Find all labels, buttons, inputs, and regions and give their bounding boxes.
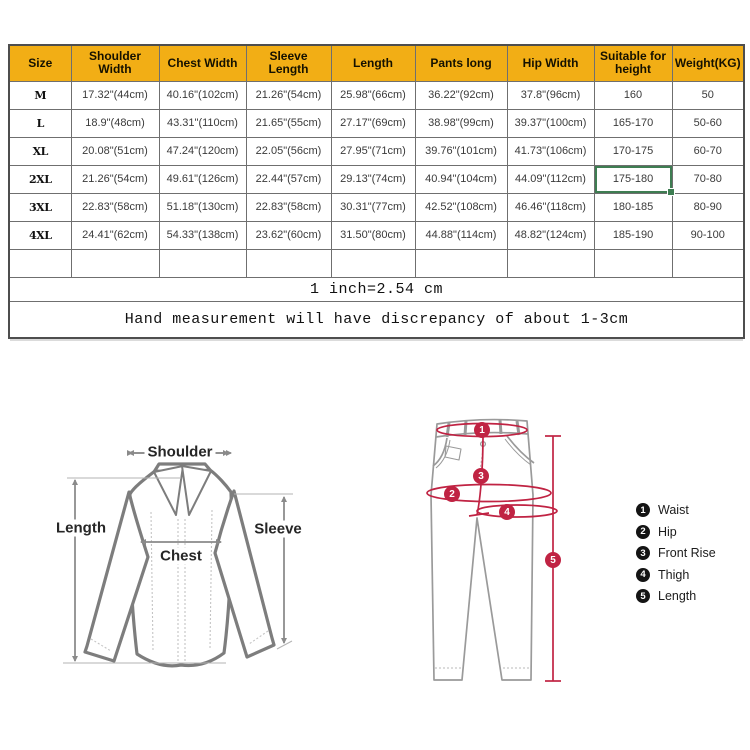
cell: 36.22"(92cm) [415,81,507,109]
chest-label: Chest [157,548,205,565]
header-size: Size [9,45,71,81]
legend-item-length [636,589,716,603]
header-chest-width: Chest Width [159,45,246,81]
cell: 27.95"(71cm) [331,137,415,165]
legend-label: Length [658,589,697,603]
cell: 21.26"(54cm) [71,165,159,193]
legend-item-hip [636,525,716,539]
legend-label: Thigh [658,567,690,582]
cell: 48.82"(124cm) [507,221,594,249]
inch-conversion-note: 1 inch=2.54 cm [9,277,744,301]
cell: 51.18"(130cm) [159,193,246,221]
cell: 38.98"(99cm) [415,109,507,137]
front-rise-marker-badge: 3 [473,468,489,484]
cell: 23.62"(60cm) [246,221,331,249]
length-label: Length [53,520,109,537]
cell: 44.88"(114cm) [415,221,507,249]
cell: 18.9"(48cm) [71,109,159,137]
legend-5-icon: 5 [636,589,650,603]
pants-legend [636,503,716,611]
cell: 17.32"(44cm) [71,81,159,109]
cell: 40.94"(104cm) [415,165,507,193]
cell: 41.73"(106cm) [507,137,594,165]
cell: 54.33"(138cm) [159,221,246,249]
size-cell: 2XL [9,165,71,193]
cell: 170-175 [594,137,672,165]
legend-3-icon: 3 [636,546,650,560]
cell: 39.76"(101cm) [415,137,507,165]
cell: 25.98"(66cm) [331,81,415,109]
legend-label: Hip [658,524,677,539]
legend-2-icon: 2 [636,525,650,539]
header-sleeve-length: Sleeve Length [246,45,331,81]
size-cell: XL [9,137,71,165]
sleeve-label: Sleeve [251,521,305,538]
hip-marker-badge: 2 [444,486,460,502]
cell: 29.13"(74cm) [331,165,415,193]
legend-item-waist [636,503,716,517]
legend-item-thigh [636,568,716,582]
cell: 20.08"(51cm) [71,137,159,165]
cell: 21.65"(55cm) [246,109,331,137]
cell: 80-90 [672,193,744,221]
cell: 42.52"(108cm) [415,193,507,221]
cell: 22.83"(58cm) [246,193,331,221]
header-pants-long: Pants long [415,45,507,81]
cell: 185-190 [594,221,672,249]
shoulder-label: Shoulder [144,444,215,461]
header-hip-width: Hip Width [507,45,594,81]
cell: 21.26"(54cm) [246,81,331,109]
cell: 27.17"(69cm) [331,109,415,137]
cell: 30.31"(77cm) [331,193,415,221]
cell: 50 [672,81,744,109]
cell: 43.31"(110cm) [159,109,246,137]
cell: 60-70 [672,137,744,165]
waist-marker-badge: 1 [474,422,490,438]
cell: 31.50"(80cm) [331,221,415,249]
cell: 39.37"(100cm) [507,109,594,137]
cell: 49.61"(126cm) [159,165,246,193]
cell: 44.09"(112cm) [507,165,594,193]
size-cell: L [9,109,71,137]
header-suitable-height: Suitable for height [594,45,672,81]
hand-measurement-note: Hand measurement will have discrepancy of about 1-3cm [9,301,744,338]
cell: 165-170 [594,109,672,137]
size-cell: 4XL [9,221,71,249]
legend-label: Front Rise [658,546,716,560]
cell: 160 [594,81,672,109]
cell: 22.05"(56cm) [246,137,331,165]
legend-label: Waist [658,503,689,517]
size-cell: M [9,81,71,109]
cell: 70-80 [672,165,744,193]
cell: 22.44"(57cm) [246,165,331,193]
legend-1-icon: 1 [636,503,650,517]
selected-cell[interactable]: 175-180 [594,165,672,193]
cell: 22.83"(58cm) [71,193,159,221]
cell: 47.24"(120cm) [159,137,246,165]
cell: 50-60 [672,109,744,137]
header-weight: Weight(KG) [672,45,744,81]
header-shoulder-width: Shoulder Width [71,45,159,81]
thigh-marker-badge: 4 [499,504,515,520]
cell: 40.16"(102cm) [159,81,246,109]
cell: 24.41"(62cm) [71,221,159,249]
cell: 90-100 [672,221,744,249]
length-marker-badge: 5 [545,552,561,568]
cell: 37.8"(96cm) [507,81,594,109]
cell: 180-185 [594,193,672,221]
cell: 46.46"(118cm) [507,193,594,221]
legend-4-icon: 4 [636,568,650,582]
header-length: Length [331,45,415,81]
legend-item-front-rise [636,546,716,560]
size-cell: 3XL [9,193,71,221]
